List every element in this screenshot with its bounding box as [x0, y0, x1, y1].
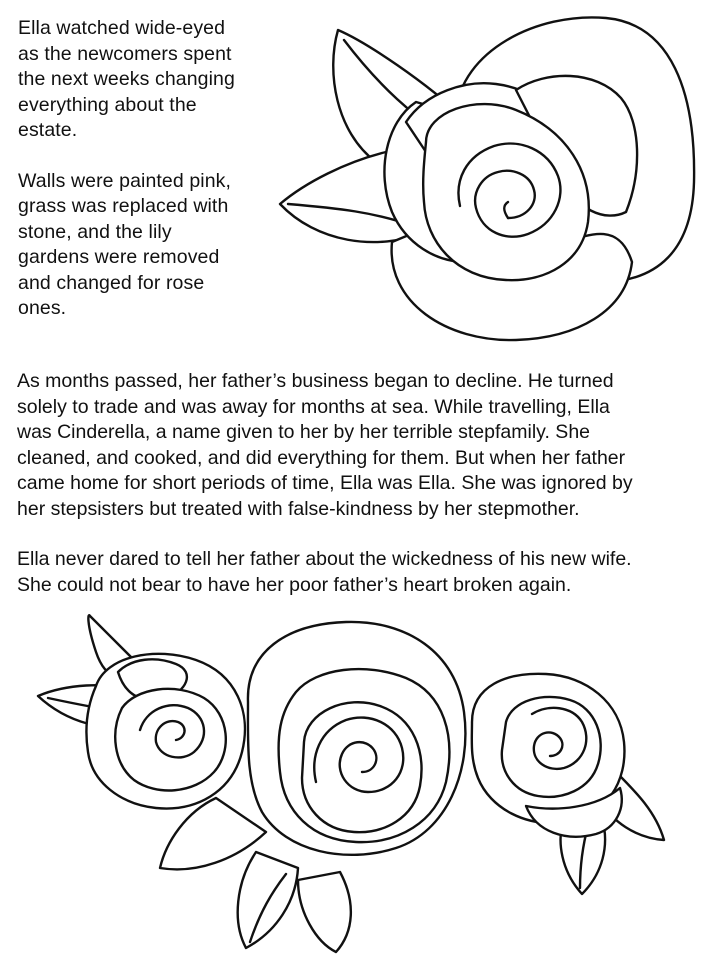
body-paragraph-1: As months passed, her father’s business began to decline. He turned solely to trade and was away for months at sea. While travelling, Ella was Cinderella, a name given to her by her terrible stepfamily. She cleaned, and cooked, and did everything for them. But when her father came home for short periods of time, Ella was Ella. She was ignored by her stepsisters but treated with false-kindness by her stepmother.: [17, 370, 633, 520]
intro-paragraph-2: Walls were painted pink, grass was replaced with stone, and the lily gardens were removed and changed for rose ones.: [18, 169, 232, 319]
intro-paragraph-1: Ella watched wide-eyed as the newcomers spent the next weeks changing everything about the estate.: [18, 17, 235, 141]
body-paragraph-2: Ella never dared to tell her father about the wickedness of his new wife. She could not bear to have her poor father’s heart broken again.: [17, 548, 632, 596]
intro-text: [18, 16, 268, 347]
rose-cluster-icon: [36, 612, 676, 952]
rose-icon: [276, 12, 706, 352]
body-text: [17, 369, 707, 623]
